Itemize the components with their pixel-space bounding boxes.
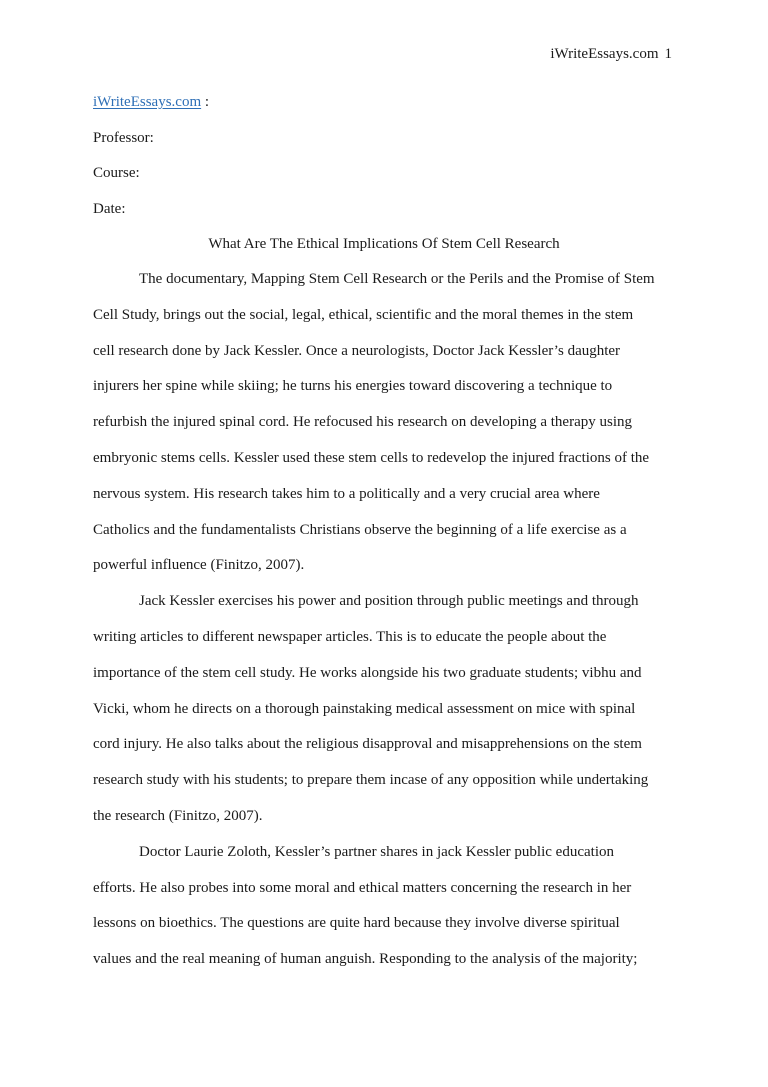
header-page-number: 1 (664, 46, 672, 62)
body-line: injurers her spine while skiing; he turns his energies toward discovering a technique to (93, 378, 613, 395)
body-line: values and the real meaning of human anguish. Responding to the analysis of the majority; (93, 951, 638, 968)
body-line: powerful influence (Finitzo, 2007). (93, 557, 305, 574)
site-link[interactable]: iWriteEssays.com (93, 94, 202, 110)
course-line: Course: (93, 165, 140, 181)
site-suffix: : (201, 94, 210, 110)
date-line: Date: (93, 201, 126, 217)
running-header (550, 46, 672, 63)
body-line: cell research done by Jack Kessler. Once a neurologists, Doctor Jack Kessler’s daughter (93, 342, 621, 359)
essay-title: What Are The Ethical Implications Of Stem Cell Research (208, 236, 560, 252)
body-line: efforts. He also probes into some moral and ethical matters concerning the research in her (93, 879, 632, 896)
professor-line: Professor: (93, 130, 154, 146)
body-line: nervous system. His research takes him to a politically and a very crucial area where (93, 485, 600, 502)
body-line: Doctor Laurie Zoloth, Kessler’s partner shares in jack Kessler public education (139, 843, 614, 860)
body-line: Jack Kessler exercises his power and position through public meetings and through (139, 593, 639, 610)
body-line: Cell Study, brings out the social, legal, ethical, scientific and the moral themes in the stem (93, 306, 634, 323)
site-line (93, 95, 209, 110)
body-line: Vicki, whom he directs on a thorough painstaking medical assessment on mice with spinal (93, 700, 636, 717)
body-line: Catholics and the fundamentalists Christians observe the beginning of a life exercise as a (93, 521, 627, 538)
body-line: refurbish the injured spinal cord. He refocused his research on developing a therapy using (93, 414, 632, 431)
body-line: the research (Finitzo, 2007). (93, 807, 263, 824)
essay-body (93, 272, 683, 988)
body-line: lessons on bioethics. The questions are quite hard because they involve diverse spiritual (93, 915, 620, 932)
body-line: embryonic stems cells. Kessler used these stem cells to redevelop the injured fractions of the (93, 449, 650, 466)
body-line: cord injury. He also talks about the religious disapproval and misapprehensions on the stem (93, 736, 642, 753)
body-line: The documentary, Mapping Stem Cell Research or the Perils and the Promise of Stem (139, 271, 655, 287)
body-line: importance of the stem cell study. He works alongside his two graduate students; vibhu and (93, 664, 642, 681)
body-line: writing articles to different newspaper articles. This is to educate the people about the (93, 628, 607, 645)
body-line: research study with his students; to prepare them incase of any opposition while undertaking (93, 772, 649, 789)
header-site: iWriteEssays.com (550, 46, 659, 62)
